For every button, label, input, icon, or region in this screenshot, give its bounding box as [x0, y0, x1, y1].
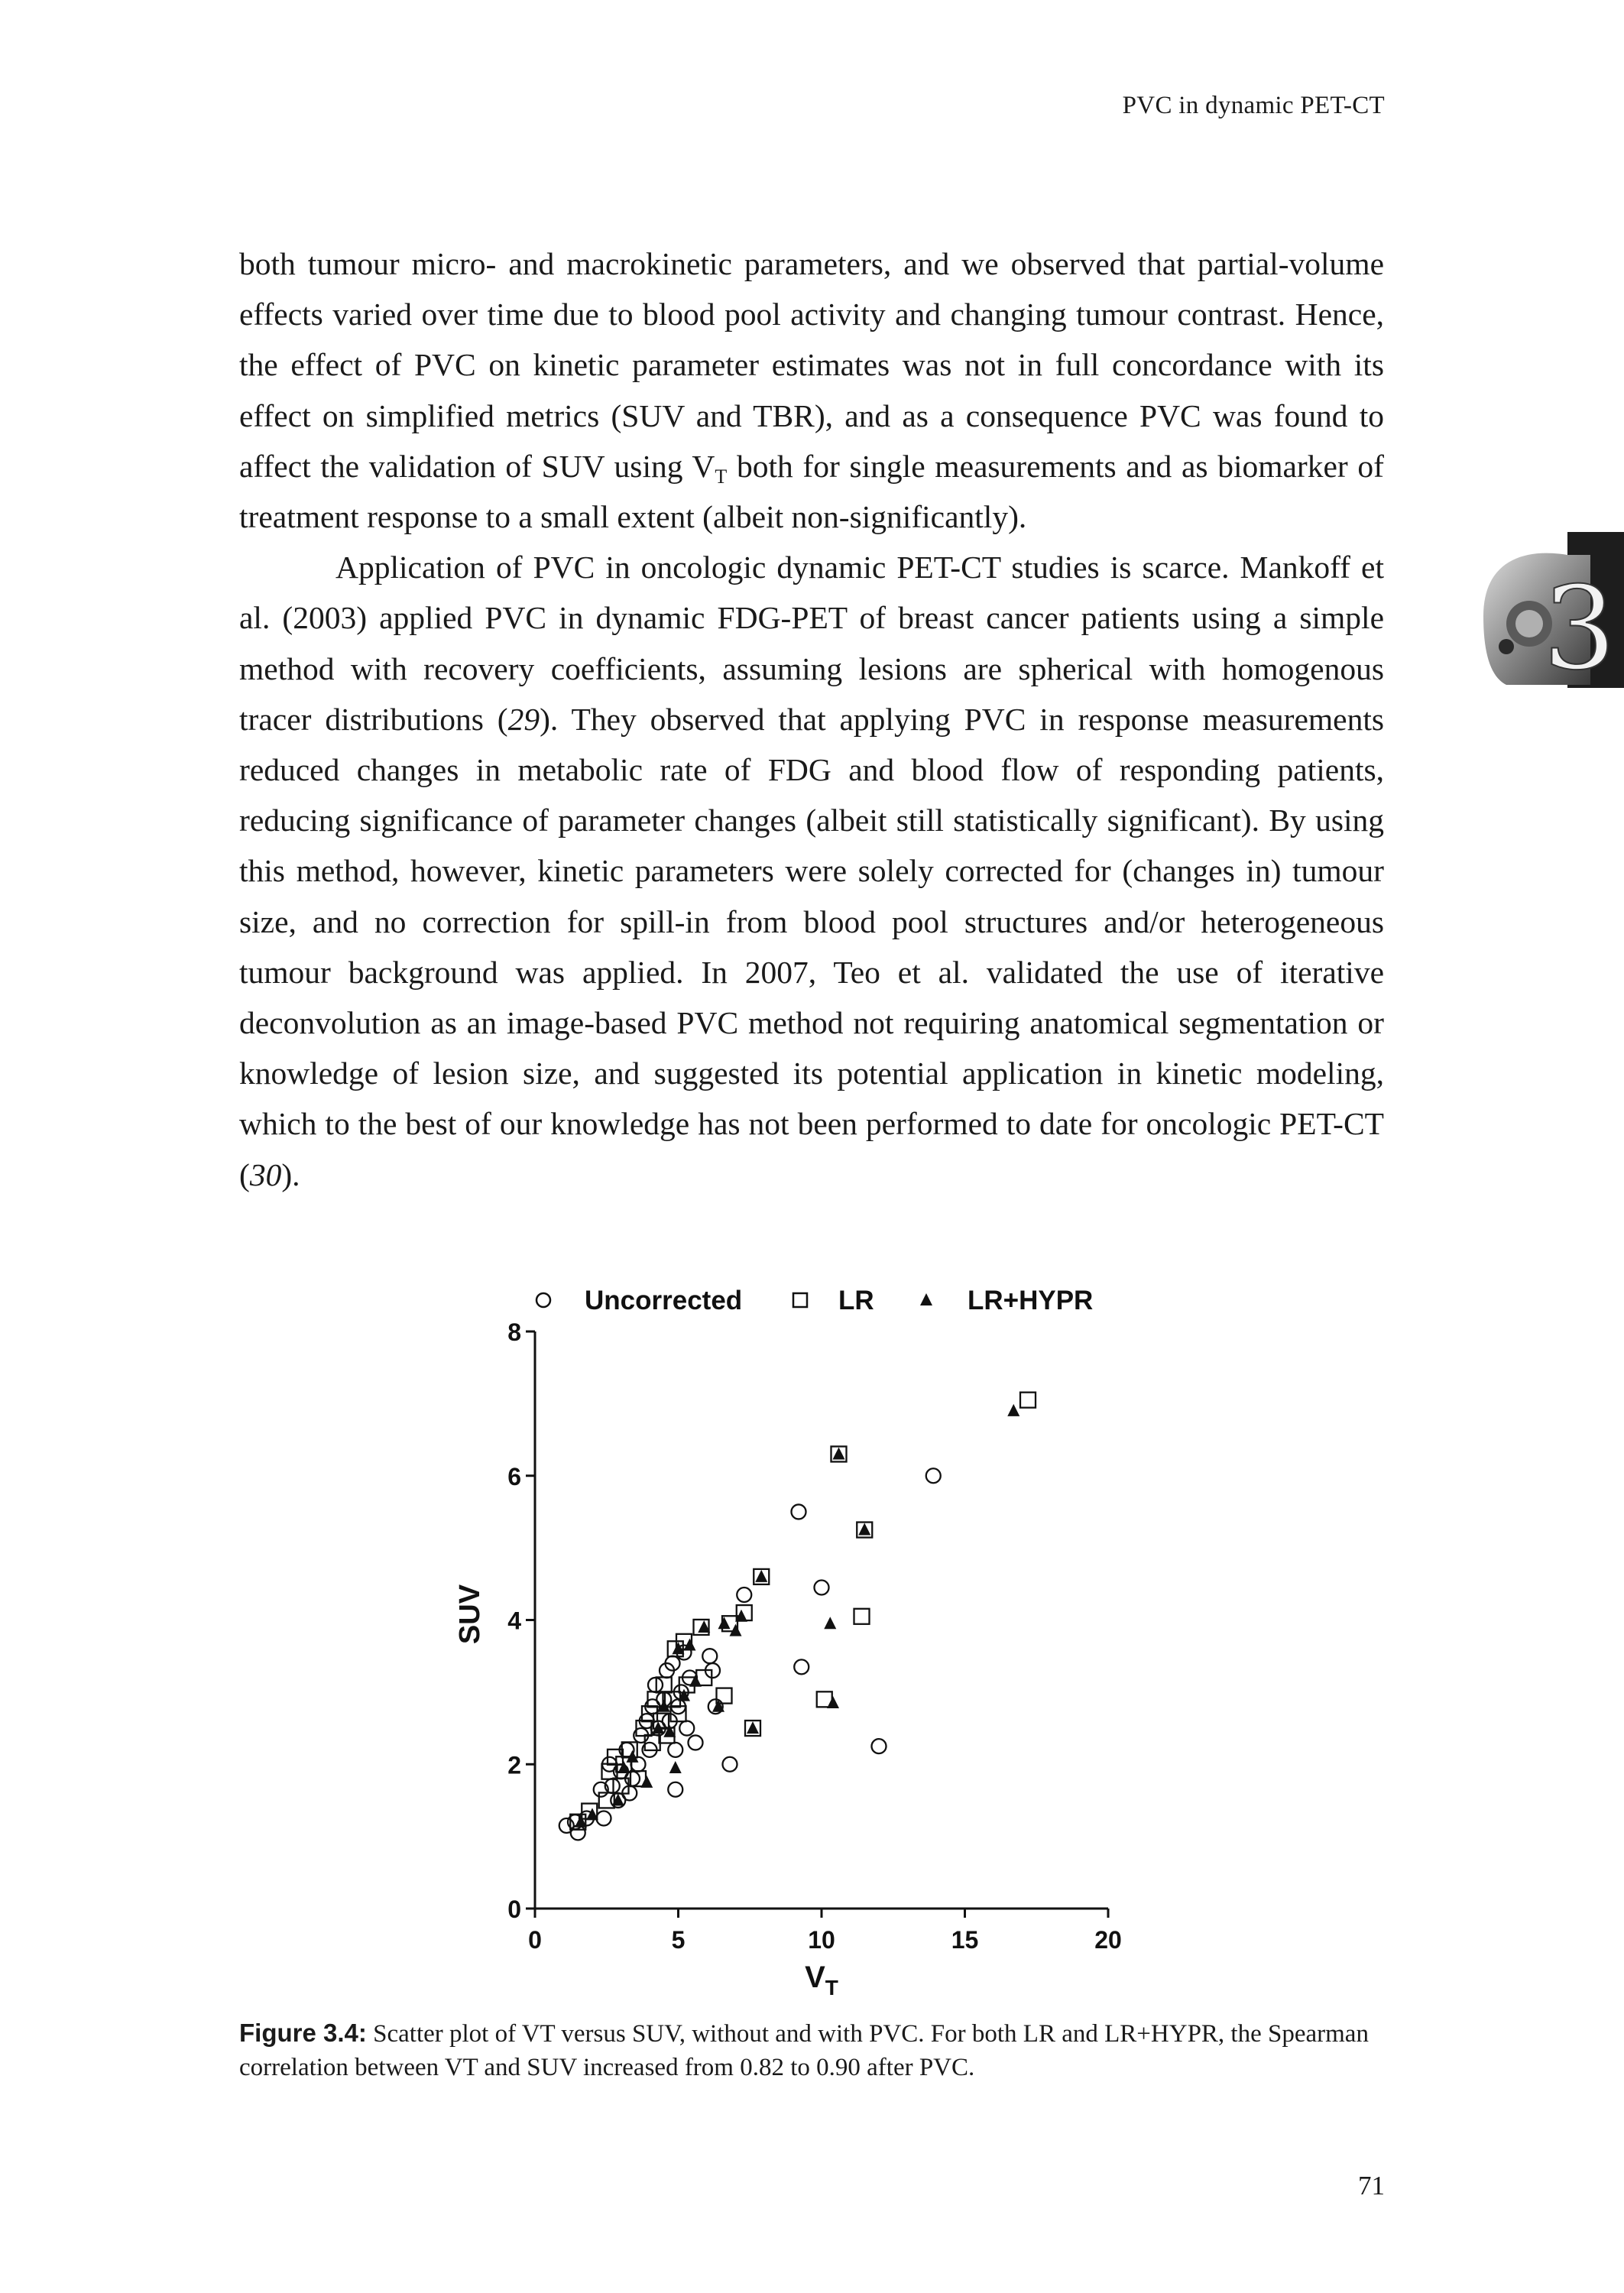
body-text: [239, 238, 1384, 1200]
point-lr-hypr: [755, 1570, 767, 1582]
point-uncorrected: [723, 1757, 737, 1772]
point-uncorrected: [668, 1743, 682, 1757]
chart-axes: [507, 1318, 1122, 1954]
chapter-tab: [1476, 532, 1624, 688]
y-tick-label: 0: [507, 1896, 521, 1923]
caption-label: Figure 3.4:: [239, 2019, 367, 2047]
x-tick-label: 0: [528, 1926, 542, 1954]
point-uncorrected: [702, 1649, 717, 1663]
y-tick-label: 6: [507, 1462, 521, 1490]
y-tick-label: 4: [507, 1607, 521, 1635]
point-lr-hypr: [718, 1617, 731, 1629]
figure-caption: [239, 2016, 1386, 2084]
chart-points: [559, 1393, 1036, 1841]
citation-30: 30: [249, 1156, 282, 1192]
legend-label-lr: LR: [838, 1286, 874, 1315]
point-lr: [1020, 1393, 1036, 1408]
citation-29: 29: [507, 701, 540, 737]
point-lr-hypr: [1007, 1404, 1019, 1416]
point-uncorrected: [872, 1739, 887, 1753]
point-lr-hypr: [858, 1523, 870, 1536]
point-uncorrected: [597, 1811, 611, 1826]
chart-legend: [536, 1286, 1093, 1315]
x-tick-label: 20: [1094, 1926, 1122, 1954]
point-uncorrected: [737, 1588, 751, 1602]
point-uncorrected: [648, 1678, 663, 1692]
y-tick-label: 8: [507, 1318, 521, 1346]
point-uncorrected: [689, 1735, 703, 1750]
point-lr-hypr: [824, 1617, 836, 1629]
legend-label-lr-hypr: LR+HYPR: [968, 1286, 1094, 1315]
point-lr: [854, 1609, 870, 1624]
paragraph-1: both tumour micro- and macrokinetic parameters, and we observed that partial-volume effects varied over time due to blood pool activity and changing tumour contrast. Hence, the effect of PVC on kinetic parameter estimates was not in full concordance with its effect on simplified metrics (SUV and TBR), and as a consequence PVC was found to affect the validation of SUV using $V_T$ both for single measurements and as biomarker of treatment response to a small extent (albeit non-significantly).: [239, 246, 1384, 535]
legend-label-uncorrected: Uncorrected: [585, 1286, 743, 1315]
y-tick-label: 2: [507, 1751, 521, 1779]
scatter-chart: [428, 1269, 1146, 2003]
x-tick-label: 15: [951, 1926, 979, 1954]
point-lr-hypr: [747, 1721, 759, 1734]
legend-marker-lr-hypr: [920, 1293, 932, 1305]
figure-3-4: [428, 1269, 1146, 2003]
point-uncorrected: [668, 1782, 682, 1797]
y-axis-label: SUV: [454, 1584, 486, 1645]
page-number: 71: [1358, 2171, 1385, 2201]
point-lr-hypr: [640, 1776, 653, 1788]
point-uncorrected: [794, 1659, 809, 1674]
legend-marker-lr: [793, 1293, 807, 1307]
x-tick-label: 5: [671, 1926, 686, 1954]
chapter-tab-graphic: [1476, 532, 1624, 688]
point-uncorrected: [792, 1504, 806, 1519]
point-lr-hypr: [827, 1696, 839, 1708]
point-lr: [656, 1677, 672, 1692]
point-lr-hypr: [669, 1761, 682, 1773]
point-lr-hypr: [618, 1761, 630, 1773]
point-lr-hypr: [689, 1675, 702, 1687]
caption-text: Scatter plot of VT versus SUV, without and with PVC. For both LR and LR+HYPR, the Spearman correlation between VT and SUV increased from 0.82 to 0.90 after PVC.: [239, 2020, 1369, 2081]
running-head: PVC in dynamic PET-CT: [1122, 92, 1385, 119]
x-tick-label: 10: [808, 1926, 835, 1954]
x-axis-label: $V_T$: [805, 1961, 838, 1999]
point-uncorrected: [926, 1468, 941, 1483]
point-uncorrected: [679, 1721, 694, 1736]
legend-marker-uncorrected: [536, 1293, 550, 1307]
point-lr-hypr: [833, 1447, 845, 1459]
paragraph-2: Application of PVC in oncologic dynamic PET-CT studies is scarce. Mankoff et al. (2003) applied PVC in dynamic FDG-PET of breast cancer patients using a simple method with recovery coefficients, assuming lesions are spherical with homogenous tracer distributions (29). They observed that applying PVC in response measurements reduced changes in metabolic rate of FDG and blood flow of responding patients, reducing significance of parameter changes (albeit still statistically significant). By using this method, however, kinetic parameters were solely corrected for (changes in) tumour size, and no correction for spill-in from blood pool structures and/or heterogeneous tumour background was applied. In 2007, Teo et al. validated the use of iterative deconvolution as an image-based PVC method not requiring anatomical segmentation or knowledge of lesion size, and suggested its potential application in kinetic modeling, which to the best of our knowledge has not been performed to date for oncologic PET-CT (30).: [239, 550, 1385, 1192]
point-lr-hypr: [730, 1624, 742, 1636]
point-uncorrected: [815, 1581, 829, 1595]
chapter-tab-number: 3: [1543, 563, 1616, 688]
